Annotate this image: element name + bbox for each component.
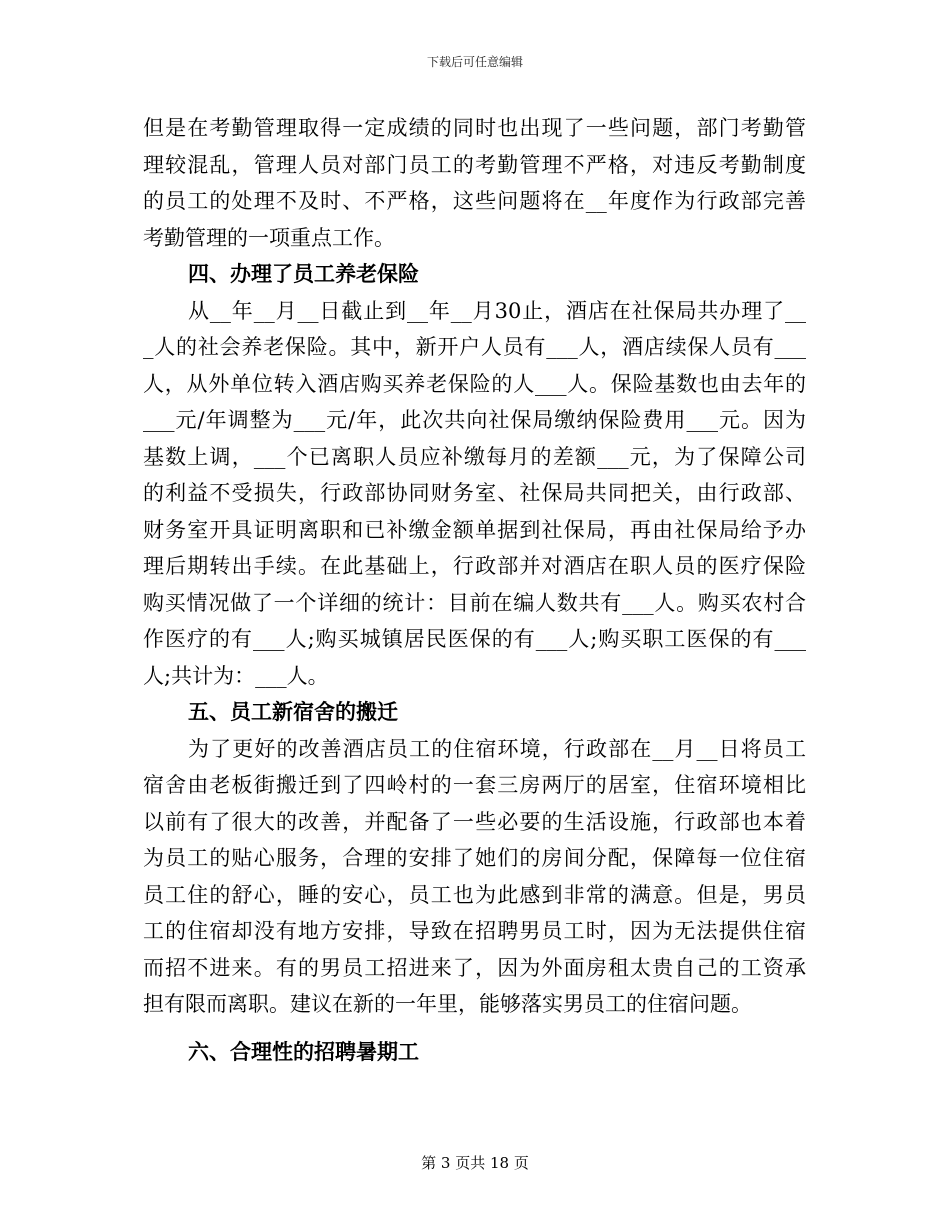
body-line: 而招不进来。有的男员工招进来了，因为外面房租太贵自己的工资承 — [143, 955, 806, 980]
body-line: 员工住的舒心，睡的安心，员工也为此感到非常的满意。但是，男员 — [143, 882, 806, 907]
document-body — [143, 110, 806, 1070]
page-footer-number: 第 3 页共 18 页 — [421, 1154, 529, 1172]
body-line: 人;共计为：___人。 — [143, 663, 329, 688]
body-line: 基数上调，___个已离职人员应补缴每月的差额___元，为了保障公司 — [143, 444, 806, 469]
section-heading-pension-insurance: 四、办理了员工养老保险 — [188, 261, 419, 286]
body-line: 理后期转出手续。在此基础上，行政部并对酒店在职人员的医疗保险 — [143, 554, 806, 578]
body-line: 人，从外单位转入酒店购买养老保险的人___人。保险基数也由去年的 — [143, 371, 806, 396]
body-line: 购买情况做了一个详细的统计：目前在编人数共有___人。购买农村合 — [143, 590, 806, 615]
body-line: 的利益不受损失，行政部协同财务室、社保局共同把关，由行政部、 — [143, 481, 806, 505]
body-line: ___元/年调整为___元/年，此次共向社保局缴纳保险费用___元。因为 — [143, 408, 806, 432]
section-heading-dormitory-relocation: 五、员工新宿舍的搬迁 — [188, 699, 398, 724]
paragraph-attendance — [143, 110, 806, 256]
body-line: 的员工的处理不及时、不严格，这些问题将在__年度作为行政部完善 — [143, 189, 806, 213]
body-line: 宿舍由老板街搬迁到了四岭村的一套三房两厅的居室，住宿环境相比 — [143, 773, 806, 797]
body-line: 理较混乱，管理人员对部门员工的考勤管理不严格，对违反考勤制度 — [143, 152, 806, 177]
body-line: 为员工的贴心服务，合理的安排了她们的房间分配，保障每一位住宿 — [143, 846, 806, 870]
body-line: 作医疗的有___人;购买城镇居民医保的有___人;购买职工医保的有___ — [143, 627, 806, 651]
paragraph-dormitory-relocation — [143, 731, 806, 1023]
body-line: 财务室开具证明离职和已补缴金额单据到社保局，再由社保局给予办 — [143, 517, 806, 542]
body-line: 从__年__月__日截止到__年__月30止，酒店在社保局共办理了__ — [188, 298, 806, 323]
body-line: 担有限而离职。建议在新的一年里，能够落实男员工的住宿问题。 — [143, 992, 752, 1016]
paragraph-pension-insurance — [143, 293, 806, 695]
body-line: 为了更好的改善酒店员工的住宿环境，行政部在__月__日将员工 — [188, 736, 806, 761]
body-line: 工的住宿却没有地方安排，导致在招聘男员工时，因为无法提供住宿 — [143, 919, 806, 943]
section-heading-summer-recruitment: 六、合理性的招聘暑期工 — [188, 1038, 419, 1064]
body-line: 考勤管理的一项重点工作。 — [143, 225, 395, 250]
body-line: _人的社会养老保险。其中，新开户人员有___人，酒店续保人员有___ — [143, 335, 806, 359]
page-header-note: 下载后可任意编辑 — [426, 55, 523, 69]
body-line: 以前有了很大的改善，并配备了一些必要的生活设施，行政部也本着 — [143, 809, 806, 834]
body-line: 但是在考勤管理取得一定成绩的同时也出现了一些问题，部门考勤管 — [143, 116, 806, 140]
